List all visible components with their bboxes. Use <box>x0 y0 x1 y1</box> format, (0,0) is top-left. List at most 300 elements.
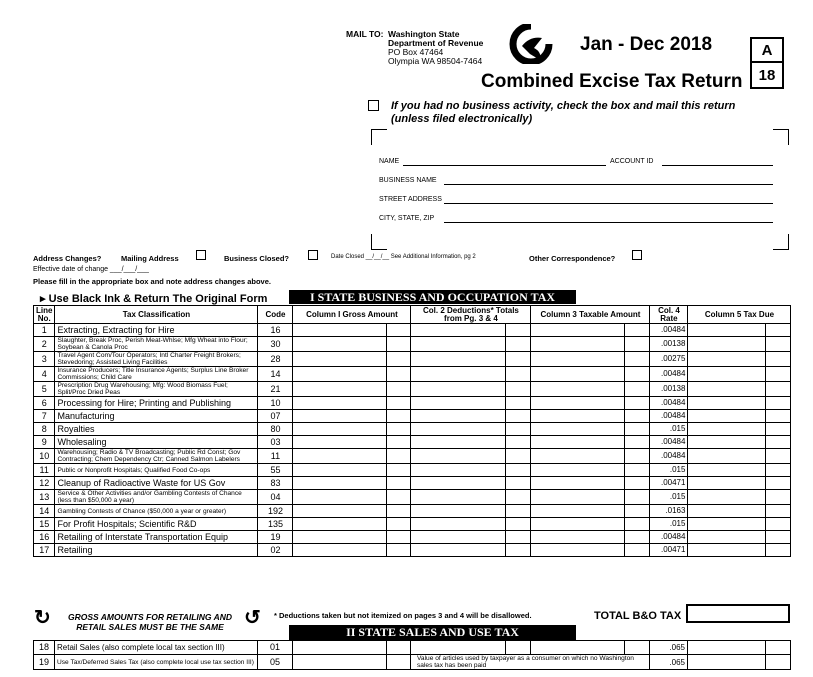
gross-amount-field[interactable] <box>293 436 387 449</box>
deductions-cents[interactable] <box>506 505 531 518</box>
account-id-label: ACCOUNT ID <box>610 158 654 165</box>
taxable-amount-cents[interactable] <box>625 324 650 337</box>
taxable-amount-cents[interactable] <box>625 490 650 505</box>
taxable-amount-field[interactable] <box>531 397 625 410</box>
mailing-address-checkbox[interactable] <box>196 250 206 260</box>
gross-amount-cents[interactable] <box>387 505 411 518</box>
gross-amount-field[interactable] <box>293 397 387 410</box>
tax-due-field[interactable] <box>688 382 766 397</box>
deductions-field[interactable] <box>411 423 506 436</box>
deductions-field[interactable] <box>411 337 506 352</box>
tax-code: 192 <box>258 505 293 518</box>
table-row <box>34 505 791 518</box>
header-rate: Col. 4 Rate <box>650 306 688 324</box>
taxable-amount-field[interactable] <box>531 423 625 436</box>
taxable-amount-cents[interactable] <box>625 464 650 477</box>
gross-amount-field[interactable] <box>293 337 387 352</box>
tax-due-field[interactable] <box>688 410 766 423</box>
gross-amount-field[interactable] <box>293 423 387 436</box>
line-number: 18 <box>34 641 55 655</box>
deductions-field[interactable] <box>411 464 506 477</box>
deductions-cents[interactable] <box>506 544 531 557</box>
deductions-note: * Deductions taken but not itemized on pages 3 and 4 will be disallowed. <box>274 611 532 620</box>
gross-amount-cents[interactable] <box>387 641 411 655</box>
tax-due-field[interactable] <box>688 505 766 518</box>
tax-classification: Use Tax/Deferred Sales Tax (also complete local use tax section III) <box>55 655 258 670</box>
tax-rate: .015 <box>650 464 688 477</box>
form-letter: A <box>752 39 782 63</box>
taxable-amount-cents[interactable] <box>625 382 650 397</box>
tax-code: 30 <box>258 337 293 352</box>
tax-classification: Warehousing; Radio & TV Broadcasting; Public Rd Const; Gov Contracting; Chem Dependency Ctr; Canned Salmon Labelers <box>55 449 258 464</box>
deductions-cents[interactable] <box>506 490 531 505</box>
tax-due-field[interactable] <box>688 655 766 670</box>
gross-amount-field[interactable] <box>293 477 387 490</box>
tax-due-field[interactable] <box>688 337 766 352</box>
tax-classification: Travel Agent Com/Tour Operators; Intl Charter Freight Brokers; Stevedoring; Assisted Living Facilities <box>55 352 258 367</box>
gross-amount-cents[interactable] <box>387 382 411 397</box>
account-id-field[interactable] <box>662 165 773 166</box>
business-closed-label: Business Closed? <box>224 254 290 263</box>
tax-due-cents[interactable] <box>766 518 791 531</box>
taxable-amount-cents[interactable] <box>625 544 650 557</box>
other-correspondence-checkbox[interactable] <box>632 250 642 260</box>
address-corner-tl <box>371 129 387 145</box>
gross-amount-field[interactable] <box>293 449 387 464</box>
line-number: 9 <box>34 436 55 449</box>
deductions-field[interactable] <box>411 382 506 397</box>
tax-code: 14 <box>258 367 293 382</box>
line-number: 3 <box>34 352 55 367</box>
taxable-amount-field[interactable] <box>531 505 625 518</box>
taxable-amount-cents[interactable] <box>625 367 650 382</box>
taxable-amount-cents[interactable] <box>625 352 650 367</box>
deductions-field[interactable] <box>411 410 506 423</box>
tax-code: 19 <box>258 531 293 544</box>
line-number: 6 <box>34 397 55 410</box>
mail-line-3: PO Box 47464 <box>388 47 444 57</box>
taxable-amount-field[interactable] <box>531 337 625 352</box>
table-row <box>34 423 791 436</box>
street-address-field[interactable] <box>444 203 773 204</box>
tax-code: 55 <box>258 464 293 477</box>
tax-due-cents[interactable] <box>766 464 791 477</box>
tax-due-field[interactable] <box>688 352 766 367</box>
tax-rate: .0163 <box>650 505 688 518</box>
tax-classification: Extracting, Extracting for Hire <box>55 324 258 337</box>
deductions-field[interactable] <box>411 352 506 367</box>
tax-rate: .00484 <box>650 531 688 544</box>
deductions-cents[interactable] <box>506 367 531 382</box>
gross-amount-cents[interactable] <box>387 518 411 531</box>
taxable-amount-field[interactable] <box>531 367 625 382</box>
tax-due-field[interactable] <box>688 436 766 449</box>
no-activity-checkbox[interactable] <box>368 100 379 111</box>
black-ink-note: ▸ Use Black Ink & Return The Original Form <box>40 293 268 305</box>
taxable-amount-field[interactable] <box>531 544 625 557</box>
deductions-field[interactable] <box>411 477 506 490</box>
gross-amount-field[interactable] <box>293 518 387 531</box>
curved-arrow-left-icon: ↻ <box>34 607 51 629</box>
tax-code: 135 <box>258 518 293 531</box>
deductions-field[interactable] <box>411 367 506 382</box>
address-corner-tr <box>773 129 789 145</box>
curved-arrow-right-icon: ↺ <box>244 607 261 629</box>
table-row <box>34 352 791 367</box>
tax-code: 83 <box>258 477 293 490</box>
gross-amount-cents[interactable] <box>387 352 411 367</box>
tax-rate: .015 <box>650 490 688 505</box>
line-number: 7 <box>34 410 55 423</box>
taxable-amount-cents[interactable] <box>625 397 650 410</box>
business-closed-checkbox[interactable] <box>308 250 318 260</box>
header-classification: Tax Classification <box>55 306 258 324</box>
tax-due-cents[interactable] <box>766 531 791 544</box>
mail-to-label: MAIL TO: <box>346 29 384 39</box>
taxable-amount-cents[interactable] <box>625 423 650 436</box>
address-changes-label: Address Changes? <box>33 254 102 263</box>
taxable-amount-cents[interactable] <box>625 337 650 352</box>
gross-amount-field[interactable] <box>293 352 387 367</box>
tax-classification: Gambling Contests of Chance ($50,000 a year or greater) <box>55 505 258 518</box>
tax-due-cents[interactable] <box>766 655 791 670</box>
street-address-label: STREET ADDRESS <box>379 196 442 203</box>
gross-amount-cents[interactable] <box>387 436 411 449</box>
tax-classification: Prescription Drug Warehousing; Mfg: Wood Biomass Fuel; Split/Proc Dried Peas <box>55 382 258 397</box>
line-number: 5 <box>34 382 55 397</box>
gross-amount-field[interactable] <box>293 544 387 557</box>
gross-amount-field[interactable] <box>293 382 387 397</box>
tax-due-field[interactable] <box>688 423 766 436</box>
taxable-amount-cents[interactable] <box>625 410 650 423</box>
tax-code: 11 <box>258 449 293 464</box>
tax-classification: Wholesaling <box>55 436 258 449</box>
gross-amount-field[interactable] <box>293 505 387 518</box>
taxable-amount-field[interactable] <box>531 641 625 655</box>
gross-amount-cents[interactable] <box>387 397 411 410</box>
table-row <box>34 436 791 449</box>
tax-due-cents[interactable] <box>766 397 791 410</box>
table-row <box>34 477 791 490</box>
use-tax-note: Value of articles used by taxpayer as a consumer on which no Washington sales tax has been paid <box>411 655 650 670</box>
gross-amount-field[interactable] <box>293 531 387 544</box>
taxable-amount-field[interactable] <box>531 531 625 544</box>
tax-classification: Insurance Producers; Title Insurance Agents; Surplus Line Broker Commissions; Child Care <box>55 367 258 382</box>
deductions-cents[interactable] <box>506 531 531 544</box>
other-correspondence-label: Other Correspondence? <box>529 254 616 263</box>
mail-line-4: Olympia WA 98504-7464 <box>388 56 483 66</box>
section-1-title: I STATE BUSINESS AND OCCUPATION TAX <box>289 290 576 304</box>
tax-classification: Manufacturing <box>55 410 258 423</box>
gross-amount-cents[interactable] <box>387 410 411 423</box>
taxable-amount-cents[interactable] <box>625 436 650 449</box>
gross-amount-field[interactable] <box>293 367 387 382</box>
tax-classification: Cleanup of Radioactive Waste for US Gov <box>55 477 258 490</box>
gross-amount-cents[interactable] <box>387 464 411 477</box>
tax-due-field[interactable] <box>688 490 766 505</box>
mailing-address-label: Mailing Address <box>121 254 179 263</box>
tax-code: 80 <box>258 423 293 436</box>
tax-code: 16 <box>258 324 293 337</box>
taxable-amount-field[interactable] <box>531 410 625 423</box>
address-corner-br <box>773 234 789 250</box>
table-row <box>34 337 791 352</box>
deductions-cents[interactable] <box>506 324 531 337</box>
gross-amount-cents[interactable] <box>387 367 411 382</box>
tax-rate: .00484 <box>650 324 688 337</box>
gross-amount-cents[interactable] <box>387 449 411 464</box>
table-row <box>34 544 791 557</box>
tax-due-cents[interactable] <box>766 544 791 557</box>
tax-due-cents[interactable] <box>766 367 791 382</box>
city-state-zip-field[interactable] <box>444 222 773 223</box>
header-deductions: Col. 2 Deductions* Totals from Pg. 3 & 4 <box>411 306 531 324</box>
tax-due-field[interactable] <box>688 449 766 464</box>
tax-rate: .00138 <box>650 337 688 352</box>
tax-due-cents[interactable] <box>766 436 791 449</box>
total-bo-tax-label: TOTAL B&O TAX <box>594 610 682 622</box>
tax-code: 03 <box>258 436 293 449</box>
deductions-cents[interactable] <box>506 352 531 367</box>
table-row <box>34 518 791 531</box>
tax-rate: .015 <box>650 518 688 531</box>
deductions-cents[interactable] <box>506 423 531 436</box>
deductions-cents[interactable] <box>506 464 531 477</box>
tax-rate: .065 <box>650 655 688 670</box>
tax-due-cents[interactable] <box>766 410 791 423</box>
tax-due-cents[interactable] <box>766 477 791 490</box>
gross-amount-field[interactable] <box>293 324 387 337</box>
deductions-field[interactable] <box>411 505 506 518</box>
table-row <box>34 410 791 423</box>
gross-amount-field[interactable] <box>293 655 387 670</box>
tax-due-cents[interactable] <box>766 490 791 505</box>
gross-amount-cents[interactable] <box>387 324 411 337</box>
deductions-cents[interactable] <box>506 397 531 410</box>
deductions-field[interactable] <box>411 397 506 410</box>
table-row <box>34 464 791 477</box>
table-row <box>34 641 791 655</box>
tax-classification: Royalties <box>55 423 258 436</box>
taxable-amount-field[interactable] <box>531 449 625 464</box>
line-number: 10 <box>34 449 55 464</box>
taxable-amount-cents[interactable] <box>625 518 650 531</box>
sales-use-tax-table <box>33 640 791 670</box>
line-number: 15 <box>34 518 55 531</box>
table-row <box>34 397 791 410</box>
date-closed-label: Date Closed __/__/__ See Additional Information, pg 2 <box>331 254 476 260</box>
tax-rate: .015 <box>650 423 688 436</box>
form-number: 18 <box>758 66 776 84</box>
tax-due-field[interactable] <box>688 641 766 655</box>
tax-code: 28 <box>258 352 293 367</box>
table-row <box>34 490 791 505</box>
tax-due-cents[interactable] <box>766 641 791 655</box>
taxable-amount-field[interactable] <box>531 518 625 531</box>
tax-rate: .00484 <box>650 367 688 382</box>
taxable-amount-field[interactable] <box>531 477 625 490</box>
line-number: 11 <box>34 464 55 477</box>
tax-due-field[interactable] <box>688 531 766 544</box>
line-number: 17 <box>34 544 55 557</box>
address-corner-bl <box>371 234 387 250</box>
tax-classification: Service & Other Activities and/or Gambling Contests of Chance (less than $50,000 a year) <box>55 490 258 505</box>
business-name-label: BUSINESS NAME <box>379 177 437 184</box>
gross-amount-field[interactable] <box>293 410 387 423</box>
effective-date-label: Effective date of change ___/___/___ <box>33 266 149 273</box>
no-activity-text: If you had no business activity, check the box and mail this return (unless filed electronically) <box>391 100 736 125</box>
deductions-field[interactable] <box>411 641 506 655</box>
tax-period: Jan - Dec 2018 <box>580 34 713 55</box>
tax-rate: .00471 <box>650 477 688 490</box>
tax-due-cents[interactable] <box>766 423 791 436</box>
tax-classification: Retail Sales (also complete local tax section III) <box>55 641 258 655</box>
taxable-amount-cents[interactable] <box>625 477 650 490</box>
name-label: NAME <box>379 158 400 165</box>
header-code: Code <box>258 306 293 324</box>
tax-rate: .00484 <box>650 449 688 464</box>
deductions-field[interactable] <box>411 531 506 544</box>
tax-due-field[interactable] <box>688 367 766 382</box>
tax-code: 04 <box>258 490 293 505</box>
tax-code: 01 <box>258 641 293 655</box>
deductions-field[interactable] <box>411 324 506 337</box>
deductions-field[interactable] <box>411 490 506 505</box>
table-row <box>34 324 791 337</box>
line-number: 14 <box>34 505 55 518</box>
tax-due-field[interactable] <box>688 397 766 410</box>
deductions-cents[interactable] <box>506 337 531 352</box>
mail-line-1: Washington State <box>388 29 460 39</box>
tax-rate: .00484 <box>650 436 688 449</box>
table-row <box>34 382 791 397</box>
tax-rate: .00275 <box>650 352 688 367</box>
taxable-amount-cents[interactable] <box>625 505 650 518</box>
bo-tax-table <box>33 305 791 557</box>
form-title: Combined Excise Tax Return <box>481 71 743 92</box>
taxable-amount-cents[interactable] <box>625 641 650 655</box>
tax-classification: Retailing <box>55 544 258 557</box>
tax-classification: Processing for Hire; Printing and Publishing <box>55 397 258 410</box>
tax-rate: .00138 <box>650 382 688 397</box>
tax-due-cents[interactable] <box>766 324 791 337</box>
business-name-field[interactable] <box>444 184 773 185</box>
tax-code: 05 <box>258 655 293 670</box>
gross-amount-cents[interactable] <box>387 531 411 544</box>
tax-due-field[interactable] <box>688 518 766 531</box>
line-number: 12 <box>34 477 55 490</box>
line-number: 19 <box>34 655 55 670</box>
gross-amount-cents[interactable] <box>387 477 411 490</box>
tax-rate: .00484 <box>650 410 688 423</box>
table-row <box>34 449 791 464</box>
line-number: 13 <box>34 490 55 505</box>
taxable-amount-field[interactable] <box>531 490 625 505</box>
deductions-cents[interactable] <box>506 382 531 397</box>
gross-amount-field[interactable] <box>293 490 387 505</box>
tax-rate: .00471 <box>650 544 688 557</box>
taxable-amount-field[interactable] <box>531 352 625 367</box>
section-2-title: II STATE SALES AND USE TAX <box>289 625 576 640</box>
name-field[interactable] <box>403 165 606 166</box>
deductions-cents[interactable] <box>506 518 531 531</box>
deductions-cents[interactable] <box>506 410 531 423</box>
line-number: 1 <box>34 324 55 337</box>
header-taxable-amount: Column 3 Taxable Amount <box>531 306 650 324</box>
tax-due-cents[interactable] <box>766 337 791 352</box>
gross-amount-field[interactable] <box>293 464 387 477</box>
gross-amount-cents[interactable] <box>387 655 411 670</box>
deductions-cents[interactable] <box>506 477 531 490</box>
gross-amount-cents[interactable] <box>387 423 411 436</box>
tax-classification: For Profit Hospitals; Scientific R&D <box>55 518 258 531</box>
deductions-field[interactable] <box>411 449 506 464</box>
gross-amount-cents[interactable] <box>387 490 411 505</box>
header-tax-due: Column 5 Tax Due <box>688 306 791 324</box>
tax-due-cents[interactable] <box>766 352 791 367</box>
fill-in-note: Please fill in the appropriate box and note address changes above. <box>33 277 271 286</box>
gross-amount-cents[interactable] <box>387 337 411 352</box>
tax-code: 02 <box>258 544 293 557</box>
gross-amount-field[interactable] <box>293 641 387 655</box>
deductions-field[interactable] <box>411 544 506 557</box>
taxable-amount-field[interactable] <box>531 324 625 337</box>
table-header <box>34 306 791 324</box>
taxable-amount-cents[interactable] <box>625 531 650 544</box>
line-number: 8 <box>34 423 55 436</box>
tax-due-cents[interactable] <box>766 382 791 397</box>
header-line-no: Line No. <box>34 306 55 324</box>
line-number: 16 <box>34 531 55 544</box>
dor-logo-icon <box>508 24 554 64</box>
tax-classification: Public or Nonprofit Hospitals; Qualified Food Co-ops <box>55 464 258 477</box>
taxable-amount-field[interactable] <box>531 382 625 397</box>
tax-due-field[interactable] <box>688 464 766 477</box>
taxable-amount-field[interactable] <box>531 436 625 449</box>
header-gross-amount: Column I Gross Amount <box>293 306 411 324</box>
tax-due-cents[interactable] <box>766 505 791 518</box>
tax-due-field[interactable] <box>688 544 766 557</box>
taxable-amount-cents[interactable] <box>625 449 650 464</box>
deductions-field[interactable] <box>411 518 506 531</box>
tax-due-field[interactable] <box>688 324 766 337</box>
tax-rate: .00484 <box>650 397 688 410</box>
line-number: 2 <box>34 337 55 352</box>
tax-code: 07 <box>258 410 293 423</box>
taxable-amount-field[interactable] <box>531 464 625 477</box>
line-number: 4 <box>34 367 55 382</box>
mail-to-address <box>346 29 484 66</box>
form-id-box <box>750 37 784 89</box>
deductions-cents[interactable] <box>506 436 531 449</box>
deductions-field[interactable] <box>411 436 506 449</box>
tax-rate: .065 <box>650 641 688 655</box>
gross-amount-note: GROSS AMOUNTS FOR RETAILING AND RETAIL SALES MUST BE THE SAME <box>67 612 232 632</box>
city-state-zip-label: CITY, STATE, ZIP <box>379 215 435 222</box>
tax-code: 10 <box>258 397 293 410</box>
tax-classification: Retailing of Interstate Transportation Equip <box>55 531 258 544</box>
table-row <box>34 655 791 670</box>
tax-due-field[interactable] <box>688 477 766 490</box>
mail-line-2: Department of Revenue <box>388 38 484 48</box>
tax-due-cents[interactable] <box>766 449 791 464</box>
gross-amount-cents[interactable] <box>387 544 411 557</box>
tax-classification: Slaughter, Break Proc, Perish Meat-Whlse; Mfg Wheat into Flour; Soybean & Canola Proc <box>55 337 258 352</box>
table-row <box>34 531 791 544</box>
total-bo-tax-field[interactable] <box>686 604 790 623</box>
deductions-cents[interactable] <box>506 449 531 464</box>
deductions-cents[interactable] <box>506 641 531 655</box>
